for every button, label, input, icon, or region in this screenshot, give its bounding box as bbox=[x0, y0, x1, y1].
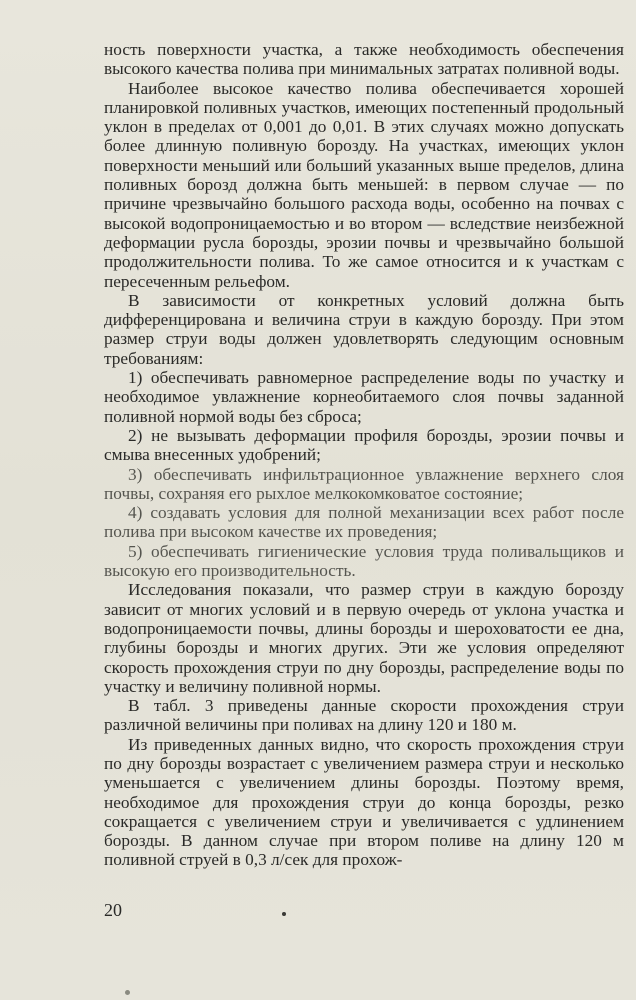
list-item-2: 2) не вызывать деформации профиля борозды, эрозии почвы и смыва внесенных удобрений; bbox=[104, 425, 624, 465]
paragraph-2: Наиболее высокое качество полива обеспечивается хорошей планировкой поливных участков, имеющих постепенный продольный уклон в пределах от 0,001 до 0,01. В этих случаях можно допускать более длинную поливную борозду. На участках, имеющих уклон поверхности меньший или больший указанных выше пределов, длина поливных борозд должна быть меньшей: в первом случае — по причине чрезвычайно большого расхода воды, особенно на почвах с высокой водопроницаемостью и во втором — вследствие неизбежной деформации русла борозды, эрозии почвы и чрезвычайно большой продолжительности полива. То же самое относится и к участкам с пересеченным рельефом. bbox=[104, 78, 624, 291]
paragraph-1: ность поверхности участка, а также необходимость обеспечения высокого качества полива при минимальных затратах поливной воды. bbox=[104, 40, 624, 79]
paragraph-6: Из приведенных данных видно, что скорость прохождения струи по дну борозды возрастает с увеличением размера струи и несколько уменьшается с увеличением длины борозды. Поэтому время, необходимое для прохождения струи до конца борозды, резко сокращается с увеличением струи и увеличивается с удлинением борозды. В данном случае при втором поливе на длину 120 м поливной струей в 0,3 л/сек для прохож- bbox=[104, 734, 624, 870]
list-item-5: 5) обеспечивать гигиенические условия труда поливальщиков и высокую его производительность. bbox=[104, 541, 624, 581]
print-speck bbox=[282, 912, 286, 916]
page-number: 20 bbox=[104, 900, 122, 920]
paragraph-4: Исследования показали, что размер струи в каждую борозду зависит от многих условий и в первую очередь от уклона участка и водопроницаемости почвы, длины борозды и шероховатости ее дна, глубины борозды и многих других. Эти же условия определяют скорость прохождения струи по дну борозды, распределение воды по участку и величину поливной нормы. bbox=[104, 580, 624, 696]
print-speck bbox=[125, 990, 130, 995]
list-item-1: 1) обеспечивать равномерное распределение воды по участку и необходимое увлажнение корнеобитаемого слоя почвы заданной поливной нормой воды без сброса; bbox=[104, 368, 624, 426]
list-item-3: 3) обеспечивать инфильтрационное увлажнение верхнего слоя почвы, сохраняя его рыхлое мелкокомковатое состояние; bbox=[104, 464, 624, 503]
body-text bbox=[104, 40, 624, 870]
list-item-4: 4) создавать условия для полной механизации всех работ после полива при высоком качестве их проведения; bbox=[104, 503, 624, 542]
paragraph-3: В зависимости от конкретных условий должна быть дифференцирована и величина струи в каждую борозду. При этом размер струи воды должен удовлетворять следующим основным требованиям: bbox=[104, 290, 624, 368]
paragraph-5: В табл. 3 приведены данные скорости прохождения струи различной величины при поливах на длину 120 и 180 м. bbox=[104, 696, 624, 735]
